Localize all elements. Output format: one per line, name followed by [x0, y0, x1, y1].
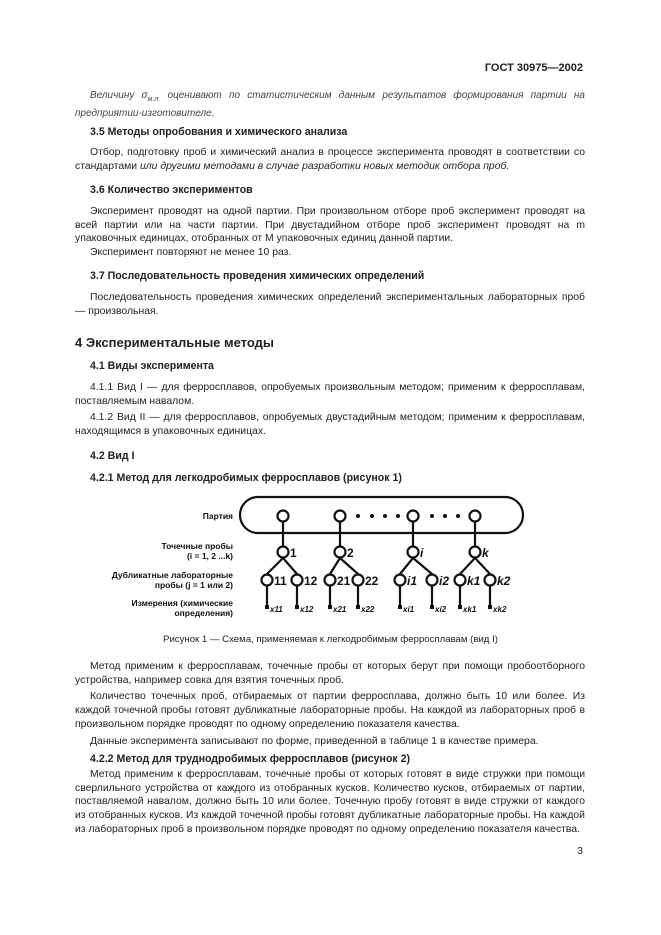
point-id: i: [420, 546, 424, 560]
section-4-2-2-text: [75, 768, 585, 837]
measurement-mark: [458, 605, 462, 609]
method-description: [75, 660, 585, 748]
lab-id: 21: [337, 574, 351, 588]
ellipsis-dot: [356, 514, 360, 518]
lab-sample-node: [262, 575, 273, 586]
paragraph: Количество точечных проб, отбираемых от партии ферросплава, должно быть 10 или более. Из каждой точечной пробы готовят дубликатные лабораторные пробы. На каждой из лабораторных проб в произвольном порядке проводят по одному определению показателя качества.: [75, 691, 585, 730]
ellipsis-dot: [443, 514, 447, 518]
lab-id: i1: [407, 574, 418, 588]
point-id: k: [482, 546, 489, 560]
paragraph: 4.1.2 Вид II — для ферросплавов, опробуемых двустадийным методом; применим к ферросплавам, находящимся в упаковочных единицах.: [75, 412, 585, 438]
lab-id: 11: [274, 574, 287, 588]
label-point-samples: Точечные пробы: [161, 541, 233, 551]
intro-text: оценивают по статистическим данным результатов формирования партии на предприятии-изготовителе.: [75, 90, 585, 119]
label-measurements: Измерения (химические: [131, 598, 233, 608]
ellipsis-dot: [383, 514, 387, 518]
measurement-id: x21: [333, 605, 347, 614]
lab-sample-node: [455, 575, 466, 586]
label-lot: Партия: [202, 511, 233, 521]
lab-sample-node: [325, 575, 336, 586]
label-point-index: (i = 1, 2 ...k): [186, 551, 233, 561]
lab-sample-node: [395, 575, 406, 586]
measurement-id: xi1: [403, 605, 415, 614]
measurement-mark: [265, 605, 269, 609]
lot-unit-node: [335, 511, 346, 522]
point-sample-node: [470, 547, 481, 558]
lab-sample-node: [292, 575, 303, 586]
section-4-1-heading: 4.1 Виды эксперимента: [90, 360, 214, 372]
measurement-id: xk2: [493, 605, 507, 614]
measurement-id: x11: [270, 605, 283, 614]
paragraph: Метод применим к ферросплавам, точечные пробы от которых берут при помощи пробоотборного устройства, например совка для взятия точечных проб.: [75, 661, 585, 686]
ellipsis-dot: [370, 514, 374, 518]
section-3-6-heading: 3.6 Количество экспериментов: [90, 184, 253, 196]
sigma-symbol: Величину σ: [90, 90, 148, 101]
paragraph: Эксперимент проводят на одной партии. При произвольном отборе проб эксперимент проводят на всей партии или на части партии. При двустадийном отборе проб эксперимент проводят на m упаковочных единицах, отобранных от M упаковочных единиц данной партии.: [75, 206, 585, 245]
measurement-mark: [356, 605, 360, 609]
figure-1-caption: Рисунок 1 — Схема, применяемая к легкодробимым ферросплавам (вид I): [163, 634, 498, 645]
lab-id: 12: [304, 574, 318, 588]
measurement-mark: [398, 605, 402, 609]
point-sample-node: [335, 547, 346, 558]
paragraph: Данные эксперимента записывают по форме, приведенной в таблице 1 в качестве примера.: [90, 735, 539, 747]
label-determinations: определения): [174, 608, 233, 618]
measurement-mark: [488, 605, 492, 609]
lab-id: k1: [467, 574, 481, 588]
label-duplicate-index: пробы (j = 1 или 2): [154, 580, 233, 590]
lot-unit-node: [408, 511, 419, 522]
lab-id: k2: [497, 574, 511, 588]
measurement-id: x12: [300, 605, 314, 614]
lab-sample-node: [353, 575, 364, 586]
lot-unit-node: [470, 511, 481, 522]
section-4-heading: 4 Экспериментальные методы: [75, 335, 275, 350]
lot-unit-node: [278, 511, 289, 522]
label-duplicate-samples: Дубликатные лабораторные: [111, 570, 233, 580]
ellipsis-dot: [456, 514, 460, 518]
ellipsis-dot: [396, 514, 400, 518]
point-id: 2: [347, 546, 354, 560]
paragraph: 4.1.1 Вид I — для ферросплавов, опробуемых произвольным методом; применим к ферросплавам, поставляемым навалом.: [75, 382, 585, 407]
lab-sample-node: [427, 575, 438, 586]
text: Отбор, подготовку проб и химический анализ в процессе эксперимента проводят в соответствии со стандартами: [75, 147, 585, 172]
measurement-mark: [430, 605, 434, 609]
section-4-2-1-heading: 4.2.1 Метод для легкодробимых ферросплавов (рисунок 1): [90, 472, 402, 484]
document-code: ГОСТ 30975—2002: [484, 62, 583, 74]
paragraph: Эксперимент повторяют не менее 10 раз.: [90, 247, 292, 259]
point-sample-node: [408, 547, 419, 558]
section-3-7-heading: 3.7 Последовательность проведения химических определений: [90, 270, 425, 282]
lab-id: i2: [439, 574, 450, 588]
ellipsis-dot: [430, 514, 434, 518]
section-3-5-heading: 3.5 Методы опробования и химического анализа: [90, 126, 348, 138]
measurement-id: xk1: [463, 605, 477, 614]
measurement-id: xi2: [435, 605, 447, 614]
measurement-mark: [328, 605, 332, 609]
sigma-subscript: м.л.: [147, 96, 161, 103]
section-4-2-2-heading: 4.2.2 Метод для труднодробимых ферросплавов (рисунок 2): [90, 753, 411, 765]
text-italic: или другими методами в случае разработки новых методик отбора проб.: [140, 160, 510, 172]
point-id: 1: [290, 546, 297, 560]
section-4-2-heading: 4.2 Вид I: [90, 450, 135, 462]
paragraph: Метод применим к ферросплавам, точечные пробы от которых готовят в виде стружки при помощи сверлильного устройства от каждого из отобранных кусков. Количество кусков, отбираемых от партии, поставляемой навалом, должно быть 10 или более. Точечную пробу готовят в виде стружки от каждого из отобранных кусков. Из каждой точечной пробы готовят дубликатные лабораторные пробы. На каждой из лабораторных проб в произвольном порядке проводят по одному определению показателя качества.: [75, 769, 585, 835]
point-sample-node: [278, 547, 289, 558]
measurement-id: x22: [361, 605, 375, 614]
measurement-mark: [295, 605, 299, 609]
lab-sample-node: [485, 575, 496, 586]
lab-id: 22: [365, 574, 379, 588]
paragraph: Последовательность проведения химических определений экспериментальных лабораторных проб — произвольная.: [75, 292, 585, 317]
page-number: 3: [577, 845, 583, 857]
